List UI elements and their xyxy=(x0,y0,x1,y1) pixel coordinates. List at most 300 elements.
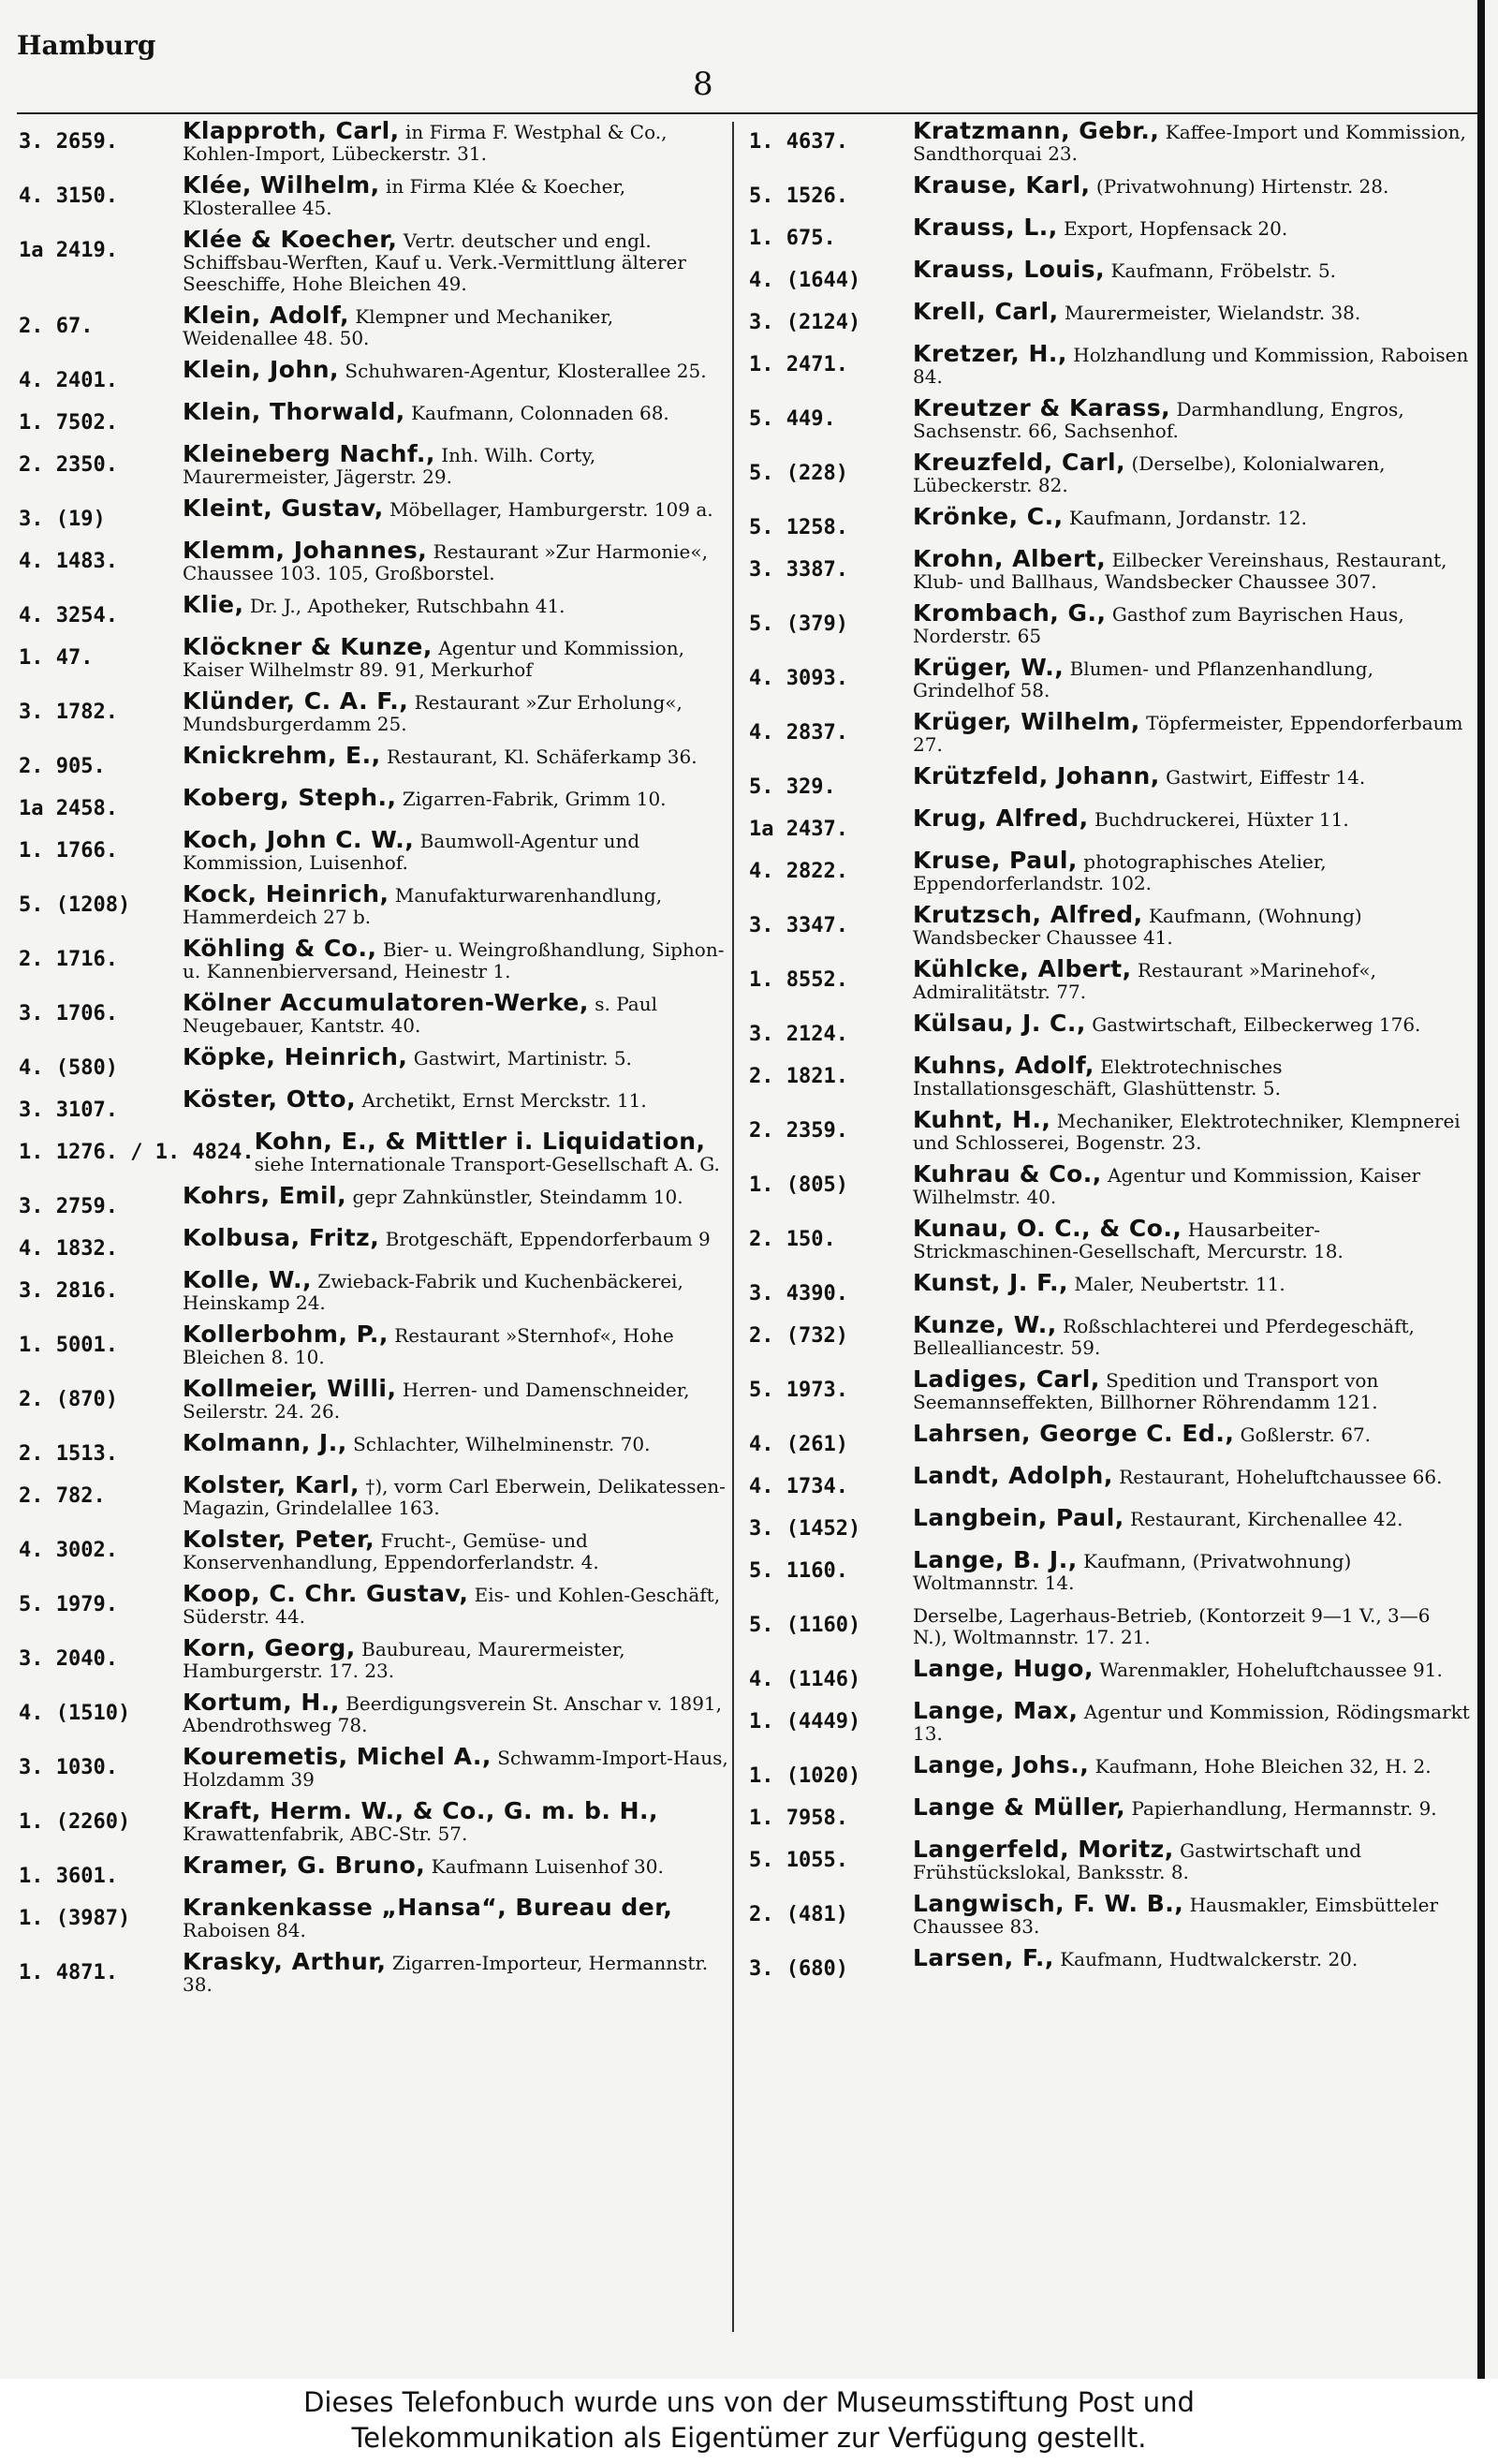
directory-entry xyxy=(749,1462,1470,1498)
entry-description: Maler, Neubertstr. 11. xyxy=(1074,1273,1285,1295)
phone-number: 4. 3093. xyxy=(749,667,848,690)
phone-number: 5. 1526. xyxy=(749,184,848,208)
entry-name: Köhling & Co., xyxy=(183,935,377,962)
entry-text xyxy=(913,1838,1470,1883)
entry-name: Koberg, Steph., xyxy=(183,784,397,811)
directory-entry xyxy=(19,880,732,928)
phone-number: 5. 1160. xyxy=(749,1559,848,1583)
entry-text xyxy=(913,1793,1470,1821)
phone-number: 1. (2260) xyxy=(19,1810,131,1834)
directory-entry xyxy=(19,304,732,349)
entry-description: Gastwirt, Martinistr. 5. xyxy=(413,1047,632,1070)
entry-text xyxy=(913,1890,1470,1938)
entry-name: Lange, Max, xyxy=(913,1697,1079,1724)
phone-number: 2. 1513. xyxy=(19,1442,118,1466)
entry-text xyxy=(183,226,732,295)
phone-number: 4. (1510) xyxy=(19,1702,131,1725)
phone-number: 3. 1706. xyxy=(19,1002,118,1025)
directory-entry xyxy=(749,654,1470,701)
entry-text xyxy=(913,394,1470,442)
directory-entry xyxy=(749,1546,1470,1594)
entry-description: Schlachter, Wilhelminenstr. 70. xyxy=(353,1433,651,1455)
entry-text xyxy=(183,1743,732,1791)
entry-text xyxy=(913,901,1470,949)
phone-number: 3. 2124. xyxy=(749,1023,848,1046)
entry-name: Klemm, Johannes, xyxy=(183,537,428,564)
phone-number: 3. (2124) xyxy=(749,311,861,334)
entry-text xyxy=(183,826,732,874)
entry-text xyxy=(913,1217,1470,1262)
directory-entry xyxy=(19,1182,732,1218)
entry-description: †), vorm Carl Eberwein, Delikatessen-Magazin, Grindelallee 163. xyxy=(183,1475,726,1519)
entry-text xyxy=(913,258,1470,282)
entry-description: Elektrotechnisches Installationsgeschäft, Glashüttenstr. 5. xyxy=(913,1055,1283,1099)
phone-number: 4. (1644) xyxy=(749,269,861,292)
entry-text xyxy=(913,1012,1470,1036)
entry-description: in Firma Klée & Koecher, Klosterallee 45. xyxy=(183,175,626,219)
entry-name: Klein, John, xyxy=(183,356,340,383)
entry-description: Herren- und Damenschneider, Seilerstr. 24. 26. xyxy=(183,1379,690,1423)
entry-text xyxy=(183,1471,732,1519)
phone-number: 1. (4449) xyxy=(749,1710,861,1734)
directory-entry xyxy=(749,1160,1470,1208)
entry-description: Inh. Wilh. Corty, Maurermeister, Jägerstr. 29. xyxy=(183,444,596,488)
directory-entry xyxy=(749,1655,1470,1691)
phone-number: 4. (1146) xyxy=(749,1668,861,1691)
page-edge xyxy=(1477,0,1485,2379)
entry-text xyxy=(183,494,732,522)
entry-text xyxy=(183,687,732,735)
directory-entry xyxy=(749,1944,1470,1981)
entry-text xyxy=(913,216,1470,240)
directory-entry xyxy=(749,298,1470,334)
entry-name: Kollerbohm, P., xyxy=(183,1321,389,1348)
phone-number: 2. (481) xyxy=(749,1903,848,1926)
phone-number: 4. 1483. xyxy=(19,550,118,573)
entry-description: Buchdruckerei, Hüxter 11. xyxy=(1094,808,1349,831)
directory-entry xyxy=(19,1691,732,1736)
footer-line-1: Dieses Telefonbuch wurde uns von der Museumsstiftung Post und xyxy=(303,2386,1195,2418)
entry-description: Kaufmann, Hohe Bleichen 32, H. 2. xyxy=(1094,1755,1432,1778)
entry-text xyxy=(913,654,1470,701)
entry-name: Kühlcke, Albert, xyxy=(913,955,1132,982)
directory-entry xyxy=(749,1106,1470,1154)
entry-name: Kölner Accumulatoren-Werke, xyxy=(183,989,589,1016)
entry-description: Restaurant, Kl. Schäferkamp 36. xyxy=(386,745,698,768)
entry-name: Kunze, W., xyxy=(913,1311,1057,1338)
entry-text xyxy=(913,117,1470,165)
phone-number: 5. 1973. xyxy=(749,1379,848,1402)
phone-number: 2. 905. xyxy=(19,755,106,778)
entry-name: Kraft, Herm. W., & Co., G. m. b. H., xyxy=(183,1797,659,1824)
footer-note xyxy=(0,2379,1498,2464)
entry-description: Agentur und Kommission, Kaiser Wilhelmstr. 40. xyxy=(913,1164,1421,1208)
directory-entry xyxy=(19,826,732,874)
directory-entry xyxy=(19,1043,732,1080)
entry-name: Ladiges, Carl, xyxy=(913,1365,1100,1393)
entry-description: Agentur und Kommission, Rödingsmarkt 13. xyxy=(913,1701,1470,1745)
directory-entry xyxy=(19,742,732,778)
directory-entry xyxy=(19,539,732,584)
entry-description: Kaffee-Import und Kommission, Sandthorquai 23. xyxy=(913,121,1466,165)
entry-text xyxy=(183,1854,732,1878)
entry-description: Eilbecker Vereinshaus, Restaurant, Klub- und Ballhaus, Wandsbecker Chaussee 307. xyxy=(913,549,1447,593)
entry-description: (Derselbe), Kolonialwaren, Lübeckerstr. 82. xyxy=(913,452,1386,496)
entry-description: Bier- u. Weingroßhandlung, Siphon- u. Kannenbierversand, Heinestr 1. xyxy=(183,938,725,982)
phone-number: 1. 8552. xyxy=(749,968,848,992)
directory-entry xyxy=(19,1429,732,1466)
entry-name: Klée, Wilhelm, xyxy=(183,171,380,199)
directory-entry xyxy=(749,955,1470,1003)
directory-entry xyxy=(19,1266,732,1314)
entry-text xyxy=(913,1106,1470,1154)
phone-number: 3. (19) xyxy=(19,508,106,531)
entry-text xyxy=(183,1896,732,1941)
entry-text xyxy=(183,989,732,1037)
phone-number: 1a 2419. xyxy=(19,239,118,262)
entry-name: Krause, Karl, xyxy=(913,171,1091,199)
entry-name: Lange, B. J., xyxy=(913,1546,1078,1573)
phone-number: 1. 7958. xyxy=(749,1807,848,1830)
directory-entry xyxy=(19,1085,732,1122)
entry-text xyxy=(183,117,732,165)
entry-name: Kohrs, Emil, xyxy=(183,1182,347,1209)
phone-number: 5. (1160) xyxy=(749,1614,861,1637)
entry-text xyxy=(183,1528,732,1573)
entry-text xyxy=(183,1224,732,1251)
phone-number: 3. 2040. xyxy=(19,1647,118,1671)
entry-text xyxy=(183,742,732,769)
entry-description: Raboisen 84. xyxy=(183,1919,306,1941)
entry-name: Klein, Adolf, xyxy=(183,302,349,329)
entry-description: Restaurant, Kirchenallee 42. xyxy=(1130,1508,1403,1530)
entry-text xyxy=(183,1323,732,1368)
entry-description: Archetikt, Ernst Merckstr. 11. xyxy=(361,1089,647,1112)
directory-entry xyxy=(19,398,732,435)
directory-entry xyxy=(749,1420,1470,1456)
entry-name: Krönke, C., xyxy=(913,503,1064,530)
entry-name: Kleint, Gustav, xyxy=(183,494,384,522)
directory-entry xyxy=(19,687,732,735)
entry-name: Kretzer, H., xyxy=(913,340,1067,367)
directory-entry xyxy=(749,1751,1470,1788)
entry-description: Gasthof zum Bayrischen Haus, Norderstr. 65 xyxy=(913,603,1404,647)
entry-description: Maurermeister, Wielandstr. 38. xyxy=(1064,302,1361,324)
header-rule xyxy=(17,112,1477,114)
entry-name: Larsen, F., xyxy=(913,1944,1054,1971)
entry-text xyxy=(183,633,732,681)
entry-name: Langerfeld, Moritz, xyxy=(913,1836,1174,1863)
entry-description: Beerdigungsverein St. Anschar v. 1891, Abendrothsweg 78. xyxy=(183,1692,723,1736)
directory-entry xyxy=(749,1603,1470,1648)
phone-number: 5. 1258. xyxy=(749,516,848,539)
entry-name: Kouremetis, Michel A., xyxy=(183,1743,492,1770)
entry-name: Krüger, W., xyxy=(913,654,1065,681)
entry-text xyxy=(913,1655,1470,1682)
entry-name: Lange, Johs., xyxy=(913,1751,1090,1778)
entry-description: Kaufmann, Colonnaden 68. xyxy=(411,402,669,424)
entry-name: Klein, Thorwald, xyxy=(183,398,405,425)
directory-entry xyxy=(749,1052,1470,1099)
phone-number: 4. 2401. xyxy=(19,369,118,392)
entry-name: Lange & Müller, xyxy=(913,1793,1126,1821)
directory-entry xyxy=(749,849,1470,894)
entry-text xyxy=(183,171,732,219)
entry-description: photographisches Atelier, Eppendorferlandstr. 102. xyxy=(913,850,1327,894)
entry-description: in Firma F. Westphal & Co., Kohlen-Import, Lübeckerstr. 31. xyxy=(183,121,668,165)
entry-name: Kolle, W., xyxy=(183,1266,312,1293)
phone-number: 5. (379) xyxy=(749,612,848,636)
entry-text xyxy=(183,1043,732,1070)
entry-description: Derselbe, Lagerhaus-Betrieb, (Kontorzeit 9—1 V., 3—6 N.), Woltmannstr. 17. 21. xyxy=(913,1604,1431,1648)
entry-name: Krug, Alfred, xyxy=(913,804,1089,832)
entry-name: Kolster, Peter, xyxy=(183,1526,375,1553)
directory-entry xyxy=(19,1797,732,1845)
phone-number: 3. (1452) xyxy=(749,1517,861,1541)
entry-name: Kock, Heinrich, xyxy=(183,880,389,907)
directory-entry xyxy=(749,1697,1470,1745)
directory-entry xyxy=(749,503,1470,539)
entry-text xyxy=(183,591,732,618)
directory-entry xyxy=(749,394,1470,442)
phone-number: 2. 1716. xyxy=(19,948,118,971)
directory-entry xyxy=(19,591,732,627)
entry-description: Gastwirtschaft und Frühstückslokal, Banksstr. 8. xyxy=(913,1839,1362,1883)
entry-text xyxy=(183,398,732,425)
entry-description: Hausarbeiter-Strickmaschinen-Gesellschaft, Mercurstr. 18. xyxy=(913,1218,1344,1262)
phone-number: 2. 1821. xyxy=(749,1065,848,1088)
phone-number: 3. 4390. xyxy=(749,1282,848,1306)
entry-description: Gastwirtschaft, Eilbeckerweg 176. xyxy=(1092,1013,1421,1036)
entry-text xyxy=(183,784,732,811)
entry-name: Krauss, Louis, xyxy=(913,256,1106,283)
phone-number: 1. 7502. xyxy=(19,411,118,435)
phone-number: 2. 782. xyxy=(19,1484,106,1508)
phone-number: 1. 2471. xyxy=(749,353,848,376)
phone-number: 1. 1766. xyxy=(19,839,118,863)
phone-number: 4. 2822. xyxy=(749,860,848,883)
phone-number: 2. (870) xyxy=(19,1388,118,1411)
directory-entry xyxy=(749,545,1470,593)
entry-name: Kreutzer & Karass, xyxy=(913,394,1171,421)
entry-text xyxy=(913,1365,1470,1413)
entry-text xyxy=(913,849,1470,894)
entry-name: Kruse, Paul, xyxy=(913,847,1078,874)
phone-number: 3. (680) xyxy=(749,1957,848,1981)
directory-entry xyxy=(749,1269,1470,1306)
phone-number: 4. 1832. xyxy=(19,1237,118,1261)
directory-entry xyxy=(749,1504,1470,1541)
entry-text xyxy=(913,545,1470,593)
entry-text xyxy=(913,1269,1470,1296)
entry-description: s. Paul Neugebauer, Kantstr. 40. xyxy=(183,993,657,1037)
entry-name: Köster, Otto, xyxy=(183,1085,357,1113)
left-column xyxy=(19,117,732,2005)
entry-description: Vertr. deutscher und engl. Schiffsbau-Werften, Kauf u. Verk.-Vermittlung älterer Seeschiffe, Hohe Bleichen 49. xyxy=(183,229,686,295)
directory-entry xyxy=(749,451,1470,496)
entry-name: Kollmeier, Willi, xyxy=(183,1375,397,1402)
entry-name: Klie, xyxy=(183,591,244,618)
entry-description: Zwieback-Fabrik und Kuchenbäckerei, Heinskamp 24. xyxy=(183,1270,683,1314)
directory-entry xyxy=(749,599,1470,647)
entry-text xyxy=(913,955,1470,1003)
entry-text xyxy=(183,1085,732,1113)
directory-entry xyxy=(749,1838,1470,1883)
entry-text xyxy=(913,1462,1470,1489)
entry-text xyxy=(913,762,1470,789)
entry-name: Klöckner & Kunze, xyxy=(183,633,433,660)
phone-number: 1. (1020) xyxy=(749,1764,861,1788)
directory-entry xyxy=(19,633,732,681)
entry-text xyxy=(183,880,732,928)
phone-number: 3. 1782. xyxy=(19,701,118,724)
directory-entry xyxy=(749,1793,1470,1830)
page-number: 8 xyxy=(693,66,713,103)
entry-name: Krutzsch, Alfred, xyxy=(913,901,1143,928)
entry-name: Kohn, E., & Mittler i. Liquidation, xyxy=(254,1128,706,1155)
phone-number: 1. 47. xyxy=(19,646,94,670)
entry-text xyxy=(183,1266,732,1314)
entry-text xyxy=(913,1751,1470,1778)
directory-entry xyxy=(19,1854,732,1887)
entry-text xyxy=(913,599,1470,647)
entry-name: Knickrehm, E., xyxy=(183,742,381,769)
entry-description: Manufakturwarenhandlung, Hammerdeich 27 b. xyxy=(183,884,663,928)
entry-description: Holzhandlung und Kommission, Raboisen 84. xyxy=(913,344,1469,388)
entry-name: Kramer, G. Bruno, xyxy=(183,1852,426,1879)
entry-description: Roßschlachterei und Pferdegeschäft, Bellealliancestr. 59. xyxy=(913,1315,1415,1359)
entry-name: Lahrsen, George C. Ed., xyxy=(913,1420,1235,1447)
entry-text xyxy=(183,1429,732,1456)
phone-number: 1. (3987) xyxy=(19,1907,131,1930)
phone-number: 5. 1979. xyxy=(19,1593,118,1616)
entry-text xyxy=(913,1052,1470,1099)
entry-description: Schuhwaren-Agentur, Klosterallee 25. xyxy=(345,360,707,382)
entry-name: Kortum, H., xyxy=(183,1689,340,1716)
phone-number: 3. 1030. xyxy=(19,1756,118,1779)
entry-description: Kaufmann, Hudtwalckerstr. 20. xyxy=(1060,1948,1358,1970)
entry-name: Krauss, L., xyxy=(913,214,1058,241)
directory-entry xyxy=(749,901,1470,949)
entry-name: Köpke, Heinrich, xyxy=(183,1043,408,1070)
directory-entry xyxy=(19,117,732,165)
entry-text xyxy=(913,298,1470,325)
entry-name: Kunst, J. F., xyxy=(913,1269,1068,1296)
phone-number: 1a 2458. xyxy=(19,797,118,820)
entry-text xyxy=(913,340,1470,388)
phone-number: 1. 4871. xyxy=(19,1961,118,1984)
entry-description: Gastwirt, Eiffestr 14. xyxy=(1166,766,1366,789)
entry-description: Möbellager, Hamburgerstr. 109 a. xyxy=(389,498,713,521)
entry-description: Agentur und Kommission, Kaiser Wilhelmstr 89. 91, Merkurhof xyxy=(183,637,684,681)
phone-number: 3. 2759. xyxy=(19,1195,118,1218)
directory-entry xyxy=(749,216,1470,249)
entry-description: Baumwoll-Agentur und Kommission, Luisenhof. xyxy=(183,830,640,874)
directory-entry xyxy=(749,1012,1470,1045)
entry-description: Kaufmann, (Privatwohnung) Woltmannstr. 14. xyxy=(913,1550,1352,1594)
phone-number: 4. 3150. xyxy=(19,184,118,208)
directory-entry xyxy=(749,258,1470,291)
entry-description: Klempner und Mechaniker, Weidenallee 48. 50. xyxy=(183,305,614,349)
phone-number: 2. (732) xyxy=(749,1324,848,1348)
page-header-city: Hamburg xyxy=(17,30,156,61)
directory-entry xyxy=(749,762,1470,799)
directory-entry xyxy=(19,1634,732,1682)
entry-text xyxy=(913,1420,1470,1447)
entry-name: Kreuzfeld, Carl, xyxy=(913,449,1126,476)
entry-text xyxy=(913,1546,1470,1594)
phone-number: 3. 3107. xyxy=(19,1099,118,1122)
phone-number: 1a 2437. xyxy=(749,818,848,841)
entry-name: Krohn, Albert, xyxy=(913,545,1107,572)
entry-text xyxy=(913,1603,1470,1648)
entry-description: Restaurant »Zur Erholung«, Mundsburgerdamm 25. xyxy=(183,691,683,735)
entry-name: Landt, Adolph, xyxy=(913,1462,1113,1489)
phone-number: 2. 2359. xyxy=(749,1119,848,1143)
directory-entry xyxy=(19,494,732,531)
entry-description: Restaurant, Hoheluftchaussee 66. xyxy=(1119,1466,1443,1488)
phone-number: 4. 1734. xyxy=(749,1475,848,1498)
entry-name: Krüger, Wilhelm, xyxy=(913,708,1140,735)
entry-description: gepr Zahnkünstler, Steindamm 10. xyxy=(352,1186,683,1208)
entry-text xyxy=(913,804,1470,832)
entry-text xyxy=(183,1797,732,1845)
entry-name: Kuhrau & Co., xyxy=(913,1160,1102,1188)
entry-name: Koch, John C. W., xyxy=(183,826,415,853)
entry-description: Baubureau, Maurermeister, Hamburgerstr. 17. 23. xyxy=(183,1638,625,1682)
entry-name: Lange, Hugo, xyxy=(913,1655,1094,1682)
entry-text xyxy=(913,451,1470,496)
entry-name: Klapproth, Carl, xyxy=(183,117,400,144)
entry-description: (Privatwohnung) Hirtenstr. 28. xyxy=(1095,175,1389,198)
entry-description: Restaurant »Sternhof«, Hohe Bleichen 8. 10. xyxy=(183,1324,674,1368)
right-column xyxy=(749,117,1470,1989)
entry-name: Kuhns, Adolf, xyxy=(913,1052,1094,1079)
entry-text xyxy=(913,503,1470,530)
entry-text xyxy=(183,1580,732,1628)
directory-entry xyxy=(749,1890,1470,1938)
phone-number: 1. (805) xyxy=(749,1173,848,1197)
entry-name: Langwisch, F. W. B., xyxy=(913,1890,1184,1917)
directory-entry xyxy=(19,1528,732,1573)
entry-text xyxy=(183,1691,732,1736)
entry-name: Kolmann, J., xyxy=(183,1429,347,1456)
entry-description: Frucht-, Gemüse- und Konservenhandlung, Eppendorferlandstr. 4. xyxy=(183,1529,599,1573)
entry-text xyxy=(255,1130,732,1175)
entry-description: Hausmakler, Eimsbütteler Chaussee 83. xyxy=(913,1894,1439,1938)
entry-name: Krell, Carl, xyxy=(913,298,1059,325)
phone-number: 1. 1276. / 1. 4824. xyxy=(19,1141,255,1164)
phone-number: 4. (261) xyxy=(749,1433,848,1456)
entry-description: Dr. J., Apotheker, Rutschbahn 41. xyxy=(249,595,565,617)
entry-text xyxy=(183,539,732,584)
directory-entry xyxy=(19,1375,732,1423)
phone-number: 3. 2816. xyxy=(19,1279,118,1303)
directory-entry xyxy=(749,1311,1470,1359)
phone-number: 1. 4637. xyxy=(749,130,848,154)
entry-description: Zigarren-Importeur, Hermannstr. 38. xyxy=(183,1952,709,1996)
entry-description: Goßlerstr. 67. xyxy=(1240,1424,1372,1446)
directory-entry xyxy=(19,989,732,1037)
entry-description: Restaurant »Marinehof«, Admiralitätstr. 77. xyxy=(913,959,1376,1003)
directory-entry xyxy=(19,784,732,820)
entry-description: Kaufmann, Jordanstr. 12. xyxy=(1069,507,1307,529)
entry-name: Kolbusa, Fritz, xyxy=(183,1224,380,1251)
directory-entry xyxy=(19,440,732,488)
entry-name: Külsau, J. C., xyxy=(913,1010,1086,1037)
entry-name: Krombach, G., xyxy=(913,599,1107,627)
directory-entry xyxy=(19,356,732,392)
